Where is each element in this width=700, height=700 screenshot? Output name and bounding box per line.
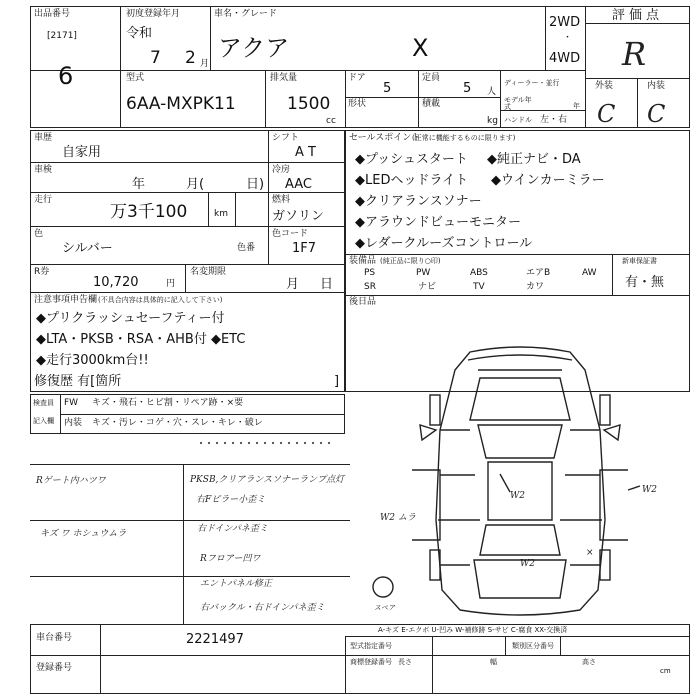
selling-label: セールスポイント [349, 133, 421, 143]
drive-4wd: 4WD [549, 51, 581, 66]
drive-2wd: 2WD [549, 15, 581, 30]
rating-ext: C [597, 100, 616, 128]
warranty-value: 有・無 [625, 275, 665, 290]
equip-abs: ABS [470, 268, 488, 278]
model-name: アクア [218, 34, 290, 62]
height-unit: cm [660, 667, 671, 675]
diagram-mark-2: W2 [642, 485, 657, 495]
handle-value: 左・右 [540, 115, 568, 125]
notes-sublabel: (不具合内容は具体的に記入して下さい) [98, 296, 223, 304]
fuel-label: 燃料 [272, 195, 291, 205]
hw-left-1: Rゲート内ハツワ [36, 476, 106, 486]
fuel-value: ガソリン [272, 209, 325, 224]
lot-code: [2171] [47, 31, 77, 41]
fw-text: キズ・飛石・ヒビ割・リペア跡・×要 [92, 398, 244, 408]
warranty-label: 新車保証書 [622, 257, 657, 265]
recycle-unit: 円 [166, 279, 176, 289]
first-reg-month: 2 [185, 48, 196, 68]
interior-text: キズ・汚レ・コゲ・穴・スレ・キレ・破レ [92, 418, 263, 428]
ac-value: AAC [285, 177, 312, 192]
load-unit: kg [487, 116, 498, 126]
equipment-sublabel: (純正品に限り○印) [380, 257, 441, 265]
rating-label: 評価点 [612, 8, 664, 23]
equip-aw: AW [582, 268, 597, 278]
first-reg-era: 令和 [126, 26, 153, 41]
name-change-label: 名変期限 [190, 267, 227, 277]
type-cert-label: 型式指定番号 [350, 642, 392, 650]
color-label: 色 [34, 229, 44, 239]
selling-sublabel: (正常に機能するものに限ります) [412, 134, 516, 142]
lot-number: 6 [58, 62, 74, 90]
selling-item-2: ◆純正ナビ・DA [487, 152, 581, 167]
trademark-label: 商標登録番号 [350, 658, 392, 666]
inspection-year: 年 [132, 177, 146, 192]
selling-item-5: ◆クリアランスソナー [355, 194, 482, 209]
inspector-label-2: 記入欄 [33, 417, 54, 425]
hw-right-4: Rフロアー凹ワ [200, 554, 261, 564]
rating-score: R [622, 35, 647, 73]
chassis-value: 2221497 [186, 632, 244, 647]
lot-label: 出品番号 [34, 9, 71, 19]
equip-pw: PW [416, 268, 431, 278]
first-reg-label: 初度登録年月 [126, 9, 181, 19]
mileage-unit: km [214, 209, 228, 219]
color-number-label: 色番 [237, 243, 256, 253]
diagram-spare: スペア [374, 604, 395, 612]
type-label: 型式 [126, 73, 145, 83]
diagram-mark-1: W2 [510, 491, 525, 501]
history-value: 自家用 [62, 145, 102, 160]
dealer-label: ディーラー・並行 [504, 79, 560, 87]
capacity-value: 5 [463, 81, 472, 96]
diagram-mark-4: W2 ムラ [380, 513, 416, 523]
first-reg-month-unit: 月 [200, 59, 210, 69]
selling-item-6: ◆アラウンドビューモニター [355, 215, 521, 230]
inspection-month: 月( [186, 177, 205, 192]
doors-label: ドア [348, 73, 366, 83]
notes-label: 注意事項申告欄 [34, 295, 98, 305]
recycle-value: 10,720 [93, 275, 139, 290]
equip-airbag: エアB [526, 268, 551, 278]
rear-seat-label: 後日品 [349, 297, 377, 307]
height-label: 高さ [582, 658, 596, 666]
color-code-label: 色コード [272, 229, 309, 239]
displacement-unit: cc [326, 116, 336, 126]
mileage-value: 万3千100 [110, 202, 188, 222]
ac-label: 冷房 [272, 165, 291, 175]
equip-ps: PS [364, 268, 376, 278]
rating-int-label: 内装 [647, 81, 666, 91]
equip-tv: TV [473, 282, 485, 292]
shift-value: A T [295, 145, 316, 160]
model-grade: X [412, 34, 429, 62]
displacement-value: 1500 [287, 94, 331, 114]
type-value: 6AA-MXPK11 [126, 94, 236, 114]
notes-line-2: ◆LTA・PKSB・RSA・AHB付 ◆ETC [36, 332, 246, 347]
recycle-label: R券 [34, 267, 50, 277]
drive-dot: ・ [563, 33, 573, 43]
equip-leather: カワ [526, 282, 545, 292]
inspection-label: 車検 [34, 165, 53, 175]
registration-label: 登録番号 [36, 663, 73, 673]
displacement-label: 排気量 [270, 73, 298, 83]
mileage-label: 走行 [34, 195, 53, 205]
notes-line-3: ◆走行3000km台!! [36, 353, 149, 368]
damage-legend: A-キズ E-エクボ U-凹み W-補修跡 S-サビ C-腐食 XX-交換済 [378, 626, 568, 634]
first-reg-year: 7 [150, 48, 161, 68]
equip-navi: ナビ [418, 282, 437, 292]
hw-right-1: PKSB,クリアランスソナーランプ点灯 [190, 475, 345, 485]
hw-right-6: 右バックル・右ドインパネ歪ミ [200, 603, 325, 613]
equipment-label: 装備品 [349, 256, 377, 266]
name-change-month: 月 [286, 277, 300, 292]
rating-ext-label: 外装 [595, 81, 614, 91]
model-label: 車名・グレード [214, 9, 278, 19]
interior-label: 内装 [64, 418, 83, 428]
hw-left-2: キズ ワ ホシュウムラ [40, 529, 127, 539]
capacity-label: 定員 [422, 73, 441, 83]
load-label: 積載 [422, 99, 441, 109]
shift-label: シフト [272, 133, 300, 143]
selling-item-4: ◆ウインカーミラー [491, 173, 605, 188]
capacity-unit: 人 [487, 87, 497, 97]
diagram-mark-3: W2 [520, 559, 535, 569]
model-year-label: モデル年式 [504, 96, 532, 111]
selling-item-7: ◆レダークルーズコントロール [355, 236, 533, 251]
selling-item-3: ◆LEDヘッドライト [355, 173, 469, 188]
notes-line-1: ◆プリクラッシュセーフティー付 [36, 311, 225, 326]
width-label: 幅 [490, 658, 497, 666]
doors-value: 5 [383, 81, 392, 96]
inspection-day: 日) [246, 177, 265, 192]
selling-item-1: ◆プッシュスタート [355, 152, 468, 167]
category-label: 類別区分番号 [512, 642, 554, 650]
name-change-day: 日 [320, 277, 334, 292]
inspector-label-1: 検査員 [33, 399, 54, 407]
repair-history-end: ] [334, 374, 340, 389]
fw-label: FW [64, 398, 79, 408]
color-value: シルバー [62, 241, 113, 256]
hw-right-2: 右Fピラー小歪ミ [196, 495, 266, 505]
rating-int: C [647, 100, 666, 128]
history-label: 車歴 [34, 133, 53, 143]
diagram-mark-5: × [586, 548, 594, 558]
length-label: 長さ [398, 658, 412, 666]
hw-right-5: エントパネル修正 [200, 579, 272, 589]
shape-label: 形状 [348, 99, 367, 109]
repair-history: 修復歴 有[箇所 [34, 374, 122, 389]
handle-label: ハンドル [504, 116, 532, 124]
color-code: 1F7 [292, 241, 317, 256]
equip-sr: SR [364, 282, 376, 292]
hw-right-3: 右ドインパネ歪ミ [197, 524, 268, 534]
chassis-label: 車台番号 [36, 633, 73, 643]
model-year-unit: 年 [573, 102, 580, 110]
